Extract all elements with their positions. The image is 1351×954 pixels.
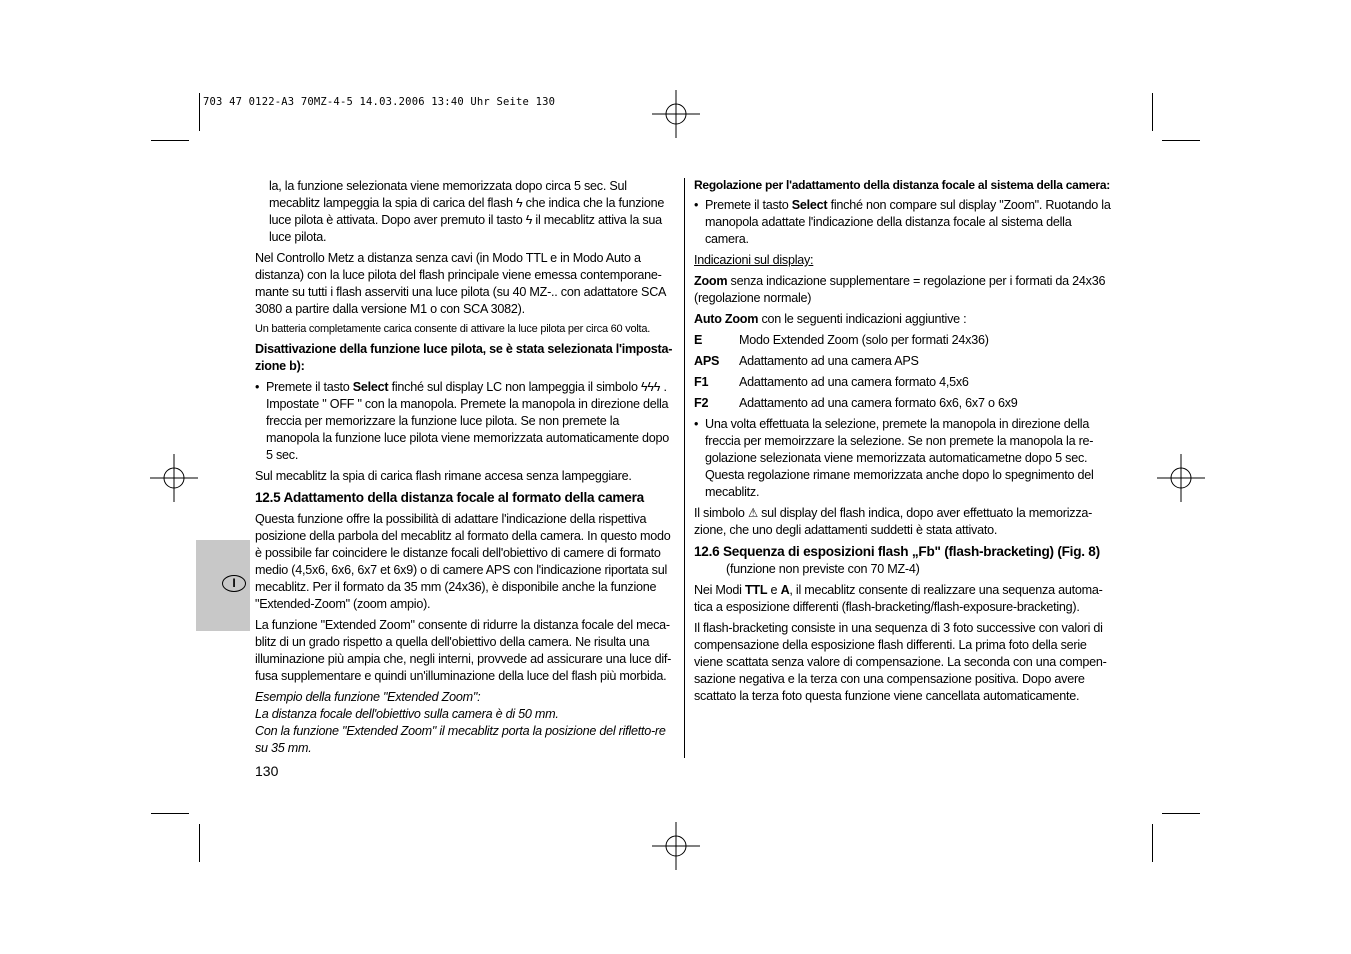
example-line: La distanza focale dell'obiettivo sulla camera è di 50 mm. [255,707,559,721]
text-bold: Select [791,198,828,212]
paragraph: Sul mecablitz la spia di carica flash rimane accesa senza lampeggiare. [255,469,632,483]
registration-mark-bottom [652,822,700,870]
definition-key: E [694,333,703,347]
column-divider [684,178,685,758]
paragraph [694,582,1114,616]
text: e [767,583,781,597]
registration-mark-right [1157,454,1205,502]
term: Auto Zoom [694,312,759,326]
text: con le seguenti indicazioni aggiuntive : [758,312,967,326]
text: Nei Modi [694,583,745,597]
page-number: 130 [255,763,279,779]
crop-mark [199,93,200,131]
definition-key: F2 [694,396,709,410]
paragraph: La funzione "Extended Zoom" consente di ridurre la distanza focale del meca-blitz di un grado rispetto a quella dell'obiettivo della camera. Ne risulta una illuminazione più ampia che, negli interni, provvede ad assicurare una luce dif-fusa supplementare e quindi un'illuminazione della luce del flash più morbida. [255,618,672,683]
paragraph: Il flash-bracketing consiste in una sequenza di 3 foto successive con valori di compensazione della esposizione flash differenti. La prima foto della serie viene scattata senza valore di compensazione. La seconda con una compen-sazione negativa e la terza con una compensazione positiva. Dopo avere scattato la terza foto questa funzione viene cancellata automaticamente. [694,621,1107,703]
text: finché non compare sul display "Zoom". Ruotando la manopola adattate l'indicazione della distanza focale al sistema della camera. [705,198,1111,246]
bullet-item: • Una volta effettuata la selezione, premete la manopola in direzione della freccia per memoirzzare la selezione. Se non premete la manopola la re-golazione selezionata viene memorizzata automaticametne dopo 5 sec. Questa regolazione rimane memorizzata anche dopo lo spegnimento del mecablitz. [694,416,1114,501]
text: senza indicazione supplementare = regolazione per i formati da 24x36 (regolazione normale) [694,274,1106,305]
definition-key: F1 [694,375,709,389]
text-bold: TTL [744,583,768,597]
example-line: Esempio della funzione "Extended Zoom": [255,690,481,704]
subheading: Regolazione per l'adattamento della distanza focale al sistema della camera: [694,178,1111,192]
right-column [694,178,1114,709]
paragraph: Questa funzione offre la possibilità di adattare l'indicazione della rispettiva posizione della parbola del mecablitz al formato della camera. In questo modo è possibile far coincidere le distanze focali dell'obiettivo di camere di formato medio (4,5x6, 6x6, 6x7 et 6x9) o di camere APS con l'indicazione riportata sul mecablitz. Per il formato da 35 mm (24x36), è disponibile anche la funzione "Extended-Zoom" (zoom ampio). [255,512,671,611]
definition-row [694,353,1114,370]
text: , il mecablitz consente di realizzare una sequenza automa-tica a esposizione differenti (flash-bracketing/flash-exposure-bracketing). [694,583,1103,614]
crop-mark [199,824,200,862]
term: Zoom [694,274,728,288]
paragraph: Il simbolo ⚠ sul display del flash indica, dopo aver effettuato la memorizza-zione, che uno degli adattamenti suddetti è stata attivato. [694,506,1093,537]
crop-mark [151,813,189,814]
crop-mark [1152,93,1153,131]
definition-key: APS [694,354,720,368]
definition-value: Adattamento ad una camera APS [739,354,919,368]
definition-value: Adattamento ad una camera formato 6x6, 6x7 o 6x9 [739,396,1018,410]
paragraph [694,273,1114,307]
crop-mark [1152,824,1153,862]
crop-mark [1162,813,1200,814]
definition-value: Adattamento ad una camera formato 4,5x6 [739,375,969,389]
paragraph: Nel Controllo Metz a distanza senza cavi (in Modo TTL e in Modo Auto a distanza) con la luce pilota del flash principale viene emessa contemporane-mante su tutti i flash asserviti una luce pilota (su 40 MZ-.. con adattatore SCA 3080 a partire dalla versione M1 o con SCA 3082). [255,251,666,316]
definition-row [694,395,1114,412]
definition-row [694,374,1114,391]
paragraph [694,311,1114,328]
display-indications-title: Indicazioni sul display: [694,253,814,267]
left-column [255,178,675,757]
text-bold: A [780,583,790,597]
section-heading-12-5: 12.5 Adattamento della distanza focale al formato della camera [255,490,644,505]
section-heading-12-6: 12.6 Sequenza di esposizioni flash „Fb" (flash-bracketing) (Fig. 8) [694,544,1100,559]
crop-mark [1162,140,1200,141]
text-bold: Select [352,380,389,394]
paragraph: la, la funzione selezionata viene memorizzata dopo circa 5 sec. Sul mecablitz lampeggia la spia di carica del flash ϟ che indica che la funzione luce pilota è attivata. Dopo aver premuto il tasto ϟ il mecablitz attiva la sua luce pilota. [269,179,665,244]
subheading: Disattivazione della funzione luce pilota, se è stata selezionata l'imposta-zione b): [255,342,673,373]
registration-mark-left [150,454,198,502]
example-line: Con la funzione "Extended Zoom" il mecablitz porta la posizione del rifletto-re su 35 mm. [255,724,666,755]
crop-mark [151,140,189,141]
language-tab-letter: I [222,575,246,592]
bullet-item [694,197,1114,248]
text: Premete il tasto [705,198,792,212]
section-subheading: (funzione non previste con 70 MZ-4) [726,562,920,576]
print-slug: 703 47 0122-A3 70MZ-4-5 14.03.2006 13:40 Uhr Seite 130 [203,96,556,108]
bullet-item [255,379,675,464]
text: Premete il tasto [266,380,353,394]
example-block [255,689,675,757]
text: finché sul display LC non lampeggia il simbolo ϟϟϟ . Impostate " OFF " con la manopola. Premete la manopola in direzione della freccia per memorizzare la funzione luce pilota. Se non premete la manopola la funzione luce pilota viene memorizzata automaticamente dopo 5 sec. [266,380,669,462]
definition-list [694,332,1114,412]
paragraph-note: Un batteria completamente carica consente di attivare la luce pilota per circa 60 volta. [255,323,650,335]
registration-mark-top [652,90,700,138]
definition-row [694,332,1114,349]
definition-value: Modo Extended Zoom (solo per formati 24x36) [739,333,989,347]
